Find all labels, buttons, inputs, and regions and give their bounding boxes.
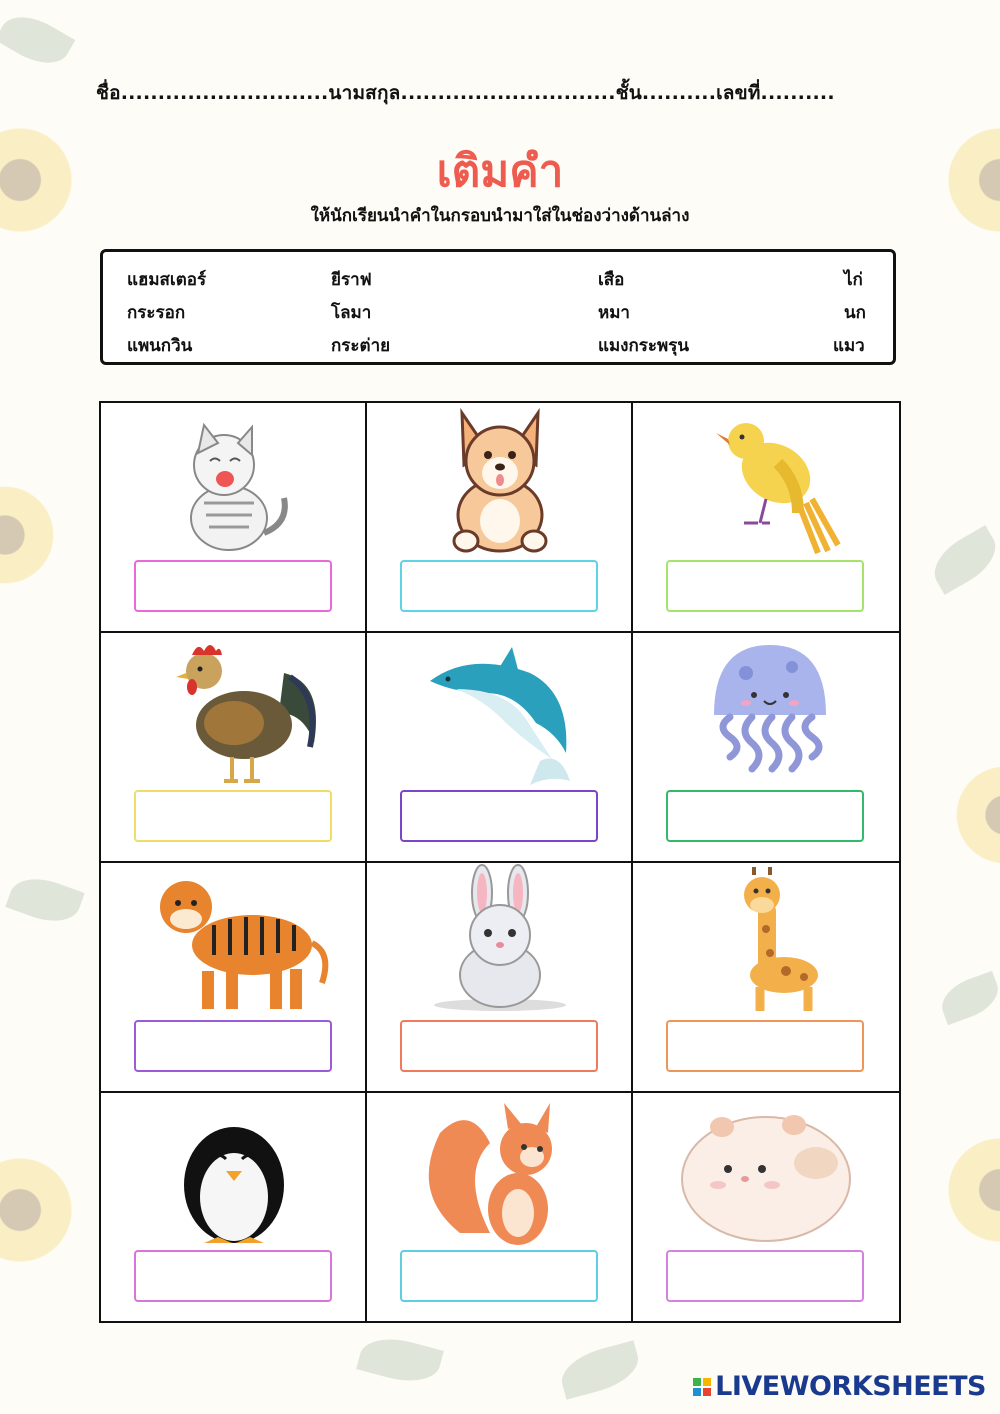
grid-cell: [633, 1093, 899, 1321]
answer-input[interactable]: [400, 1250, 598, 1302]
grid-cell: [101, 1093, 367, 1321]
answer-input[interactable]: [400, 1020, 598, 1072]
answer-input[interactable]: [400, 560, 598, 612]
word-bank-item[interactable]: นก: [844, 303, 866, 323]
hamster-icon: [666, 1093, 866, 1248]
answer-input[interactable]: [666, 1020, 864, 1072]
grid-cell: [633, 863, 899, 1093]
word-bank-item[interactable]: แมว: [833, 336, 865, 356]
student-info-line: ชื่อ............................นามสกุล.............................ชั้น..........เลขที่..........: [96, 82, 835, 104]
grid-cell: [101, 633, 367, 863]
word-bank-item[interactable]: หมา: [598, 303, 630, 323]
corgi-dog-icon: [400, 403, 600, 558]
word-bank-item[interactable]: แฮมสเตอร์: [127, 270, 207, 290]
grid-cell: [367, 863, 633, 1093]
kitten-icon: [134, 403, 334, 558]
liveworksheets-logo: [693, 1371, 986, 1402]
squirrel-icon: [400, 1093, 600, 1248]
word-bank-item[interactable]: กระรอก: [127, 303, 186, 323]
answer-input[interactable]: [666, 790, 864, 842]
animal-grid: [99, 401, 901, 1323]
instruction-text: ให้นักเรียนนำคำในกรอบนำมาใส่ในช่องว่างด้านล่าง: [310, 206, 690, 226]
word-bank-item[interactable]: แพนกวิน: [127, 336, 193, 356]
word-bank-item[interactable]: ยีราฟ: [331, 270, 372, 290]
answer-input[interactable]: [666, 560, 864, 612]
word-bank: [100, 249, 896, 365]
dolphin-icon: [400, 633, 600, 788]
penguin-icon: [134, 1093, 334, 1248]
grid-cell: [367, 403, 633, 633]
tiger-icon: [134, 863, 334, 1018]
word-bank-item[interactable]: เสือ: [598, 270, 625, 290]
word-bank-item[interactable]: แมงกระพรุน: [598, 336, 689, 356]
page-title: เติมคำ: [436, 146, 564, 197]
grid-cell: [367, 1093, 633, 1321]
answer-input[interactable]: [134, 1020, 332, 1072]
answer-input[interactable]: [400, 790, 598, 842]
liveworksheets-brand: LIVEWORKSHEETS: [715, 1371, 986, 1402]
rabbit-icon: [400, 863, 600, 1018]
rooster-icon: [134, 633, 334, 788]
jellyfish-icon: [666, 633, 866, 788]
grid-cell: [101, 863, 367, 1093]
answer-input[interactable]: [134, 1250, 332, 1302]
word-bank-item[interactable]: กระต่าย: [331, 336, 391, 356]
answer-input[interactable]: [134, 790, 332, 842]
liveworksheets-mark-icon: [693, 1378, 711, 1396]
word-bank-item[interactable]: โลมา: [331, 303, 372, 323]
grid-cell: [367, 633, 633, 863]
word-bank-item[interactable]: ไก่: [844, 270, 863, 290]
grid-cell: [633, 403, 899, 633]
giraffe-icon: [666, 863, 866, 1018]
grid-cell: [101, 403, 367, 633]
grid-cell: [633, 633, 899, 863]
yellow-bird-icon: [666, 403, 866, 558]
answer-input[interactable]: [666, 1250, 864, 1302]
answer-input[interactable]: [134, 560, 332, 612]
